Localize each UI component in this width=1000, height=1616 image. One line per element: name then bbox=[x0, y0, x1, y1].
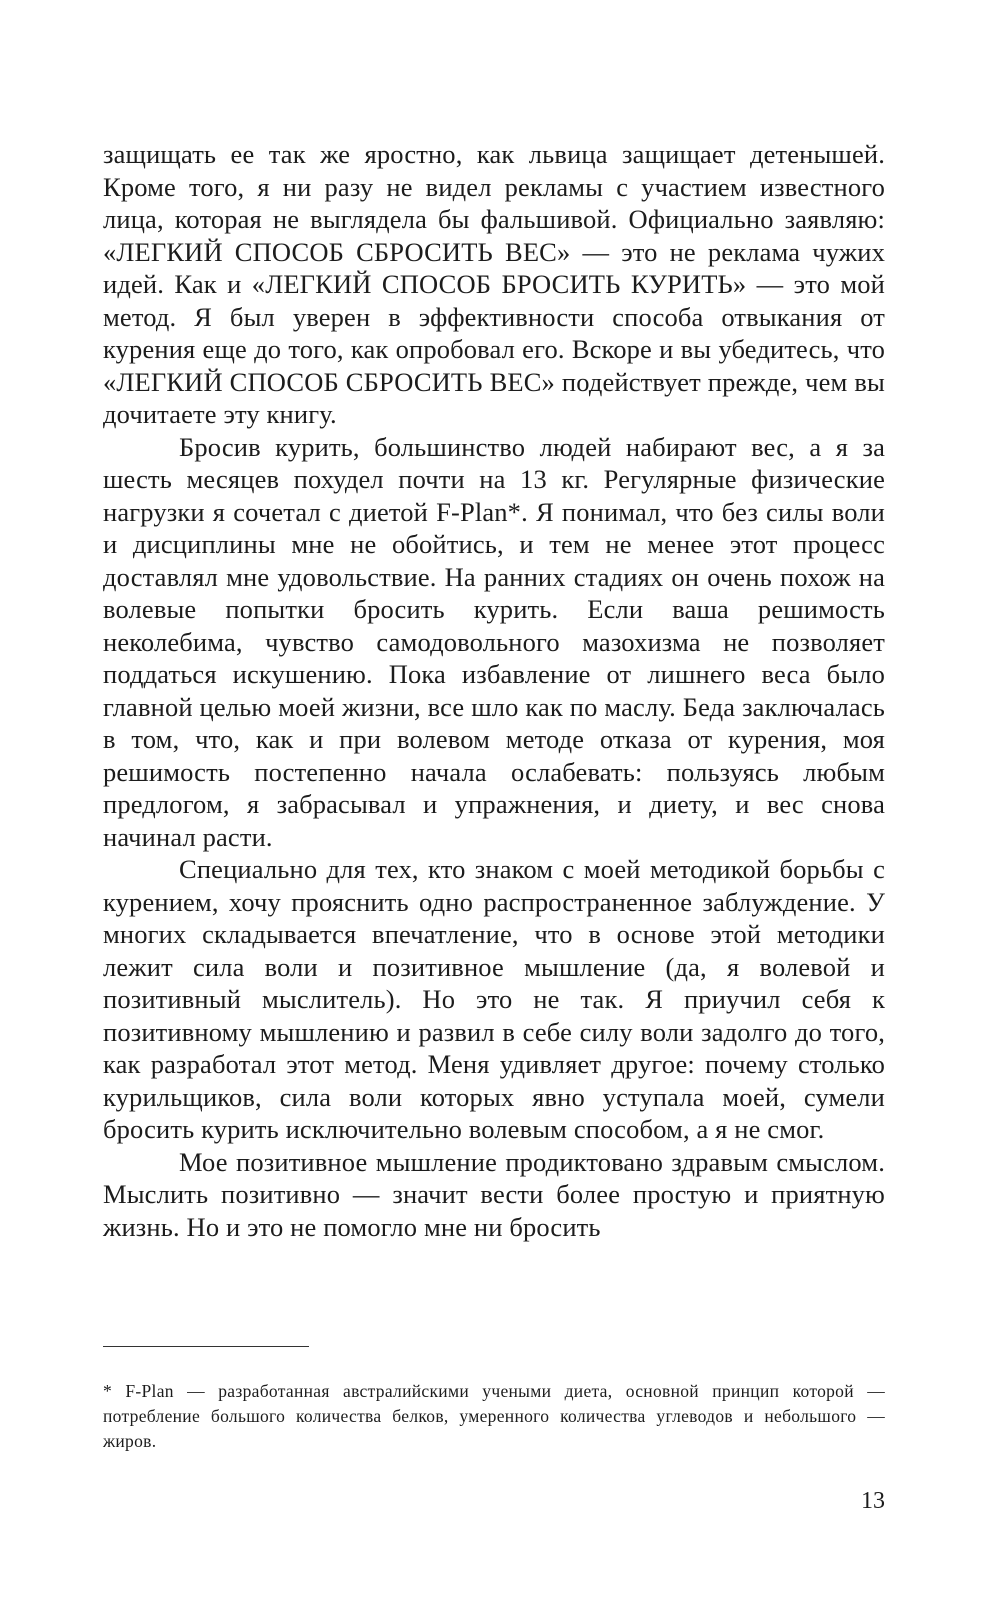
paragraph-3: Специально для тех, кто знаком с моей методикой борьбы с курением, хочу прояснить одно распространенное заблуждение. У многих складывается впечатление, что в основе этой методики лежит сила воли и позитивное мышление (да, я волевой и позитивный мыслитель). Но это не так. Я приучил себя к позитивному мышлению и развил в себе силу воли задолго до того, как разработал этот метод. Меня удивляет другое: почему столько курильщиков, сила воли которых явно уступала моей, сумели бросить курить исключительно волевым способом, а я не смог. bbox=[103, 854, 885, 1144]
footnote-divider bbox=[103, 1346, 309, 1347]
page-number: 13 bbox=[861, 1488, 885, 1514]
paragraph-1: защищать ее так же яростно, как львица защищает детенышей. Кроме того, я ни разу не видел рекламы с участием известного лица, которая не выглядела бы фальшивой. Официально заявляю: «ЛЕГКИЙ СПОСОБ СБРОСИТЬ ВЕС» — это не реклама чужих идей. Как и «ЛЕГКИЙ СПОСОБ БРОСИТЬ КУРИТЬ» — это мой метод. Я был уверен в эффективности способа отвыкания от курения еще до того, как опробовал его. Вскоре и вы убедитесь, что «ЛЕГКИЙ СПОСОБ СБРОСИТЬ ВЕС» подействует прежде, чем вы дочитаете эту книгу. bbox=[103, 139, 885, 429]
main-text bbox=[103, 138, 885, 1243]
footnote bbox=[103, 1379, 885, 1454]
paragraph-4: Мое позитивное мышление продиктовано здравым смыслом. Мыслить позитивно — значит вести более простую и приятную жизнь. Но и это не помогло мне ни бросить bbox=[103, 1146, 885, 1242]
paragraph-2: Бросив курить, большинство людей набирают вес, а я за шесть месяцев похудел почти на 13 кг. Регулярные физические нагрузки я сочетал с диетой F-Plan*. Я понимал, что без силы воли и дисциплины мне не обойтись, и тем не менее этот процесс доставлял мне удовольствие. На ранних стадиях он очень похож на волевые попытки бросить курить. Если ваша решимость неколебима, чувство самодовольного мазохизма не позволяет поддаться искушению. Пока избавление от лишнего веса было главной целью моей жизни, все шло как по маслу. Беда заключалась в том, что, как и при волевом методе отказа от курения, моя решимость постепенно начала ослабевать: пользуясь любым предлогом, я забрасывал и упражнения, и диету, и вес снова начинал расти. bbox=[103, 431, 885, 852]
footnote-text: * F-Plan — разработанная австралийскими учеными диета, основной принцип которой — потребление большого количества белков, умеренного количества углеводов и небольшого — жиров. bbox=[103, 1381, 885, 1451]
